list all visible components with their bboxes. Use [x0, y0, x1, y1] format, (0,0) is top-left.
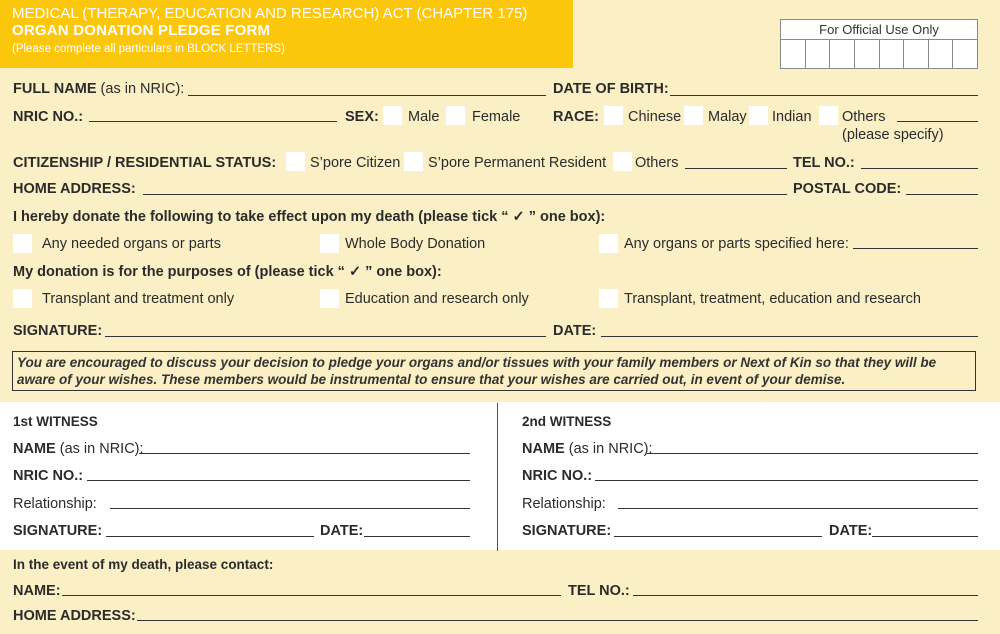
citizenship-others-label: Others — [635, 155, 679, 171]
tel-label: TEL NO.: — [793, 155, 855, 171]
first-witness-title: 1st WITNESS — [13, 414, 98, 429]
witness-divider — [497, 403, 498, 551]
contact-tel-field[interactable] — [633, 595, 978, 596]
purpose-education-checkbox[interactable] — [320, 289, 339, 308]
full-name-label: FULL NAME (as in NRIC): — [13, 81, 185, 97]
second-witness-relationship-field[interactable] — [618, 508, 978, 509]
sex-female-checkbox[interactable] — [446, 106, 465, 125]
second-witness-relationship-label: Relationship: — [522, 496, 606, 512]
race-others-note: (please specify) — [842, 127, 944, 143]
donation-any-organs-checkbox[interactable] — [13, 234, 32, 253]
dob-label: DATE OF BIRTH: — [553, 81, 669, 97]
pr-label: S’pore Permanent Resident — [428, 155, 607, 171]
second-witness-date-label: DATE: — [829, 523, 873, 539]
home-address-field[interactable] — [143, 194, 787, 195]
official-use-label: For Official Use Only — [781, 20, 977, 40]
contact-address-label: HOME ADDRESS: — [13, 608, 136, 624]
contact-title: In the event of my death, please contact: — [13, 557, 274, 572]
donation-any-organs-label: Any needed organs or parts — [42, 236, 221, 252]
citizenship-others-checkbox[interactable] — [613, 152, 632, 171]
sex-male-label: Male — [408, 109, 440, 125]
official-use-box — [780, 19, 978, 69]
second-witness-title: 2nd WITNESS — [522, 414, 612, 429]
tel-field[interactable] — [861, 168, 978, 169]
date-field[interactable] — [601, 336, 978, 337]
race-malay-checkbox[interactable] — [684, 106, 703, 125]
pr-checkbox[interactable] — [404, 152, 423, 171]
race-label: RACE: — [553, 109, 599, 125]
signature-field[interactable] — [105, 336, 546, 337]
first-witness-date-field[interactable] — [364, 536, 470, 537]
purpose-question: My donation is for the purposes of (please tick “ ✓ ” one box): — [13, 264, 442, 280]
second-witness-name-field[interactable] — [647, 453, 978, 454]
donation-specified-field[interactable] — [853, 248, 978, 249]
first-witness-relationship-field[interactable] — [110, 508, 470, 509]
second-witness-date-field[interactable] — [872, 536, 978, 537]
citizenship-label: CITIZENSHIP / RESIDENTIAL STATUS: — [13, 155, 277, 171]
first-witness-date-label: DATE: — [320, 523, 364, 539]
second-witness-name-label: NAME (as in NRIC): — [522, 441, 653, 457]
donation-specified-checkbox[interactable] — [599, 234, 618, 253]
first-witness-relationship-label: Relationship: — [13, 496, 97, 512]
sex-label: SEX: — [345, 109, 379, 125]
home-address-label: HOME ADDRESS: — [13, 181, 136, 197]
contact-name-field[interactable] — [62, 595, 561, 596]
first-witness-nric-label: NRIC NO.: — [13, 468, 84, 484]
race-chinese-checkbox[interactable] — [604, 106, 623, 125]
purpose-transplant-checkbox[interactable] — [13, 289, 32, 308]
dob-field[interactable] — [670, 95, 978, 96]
official-use-cells — [781, 40, 977, 68]
race-chinese-label: Chinese — [628, 109, 682, 125]
race-others-checkbox[interactable] — [819, 106, 838, 125]
postal-code-label: POSTAL CODE: — [793, 181, 902, 197]
sex-female-label: Female — [472, 109, 521, 125]
donation-question: I hereby donate the following to take effect upon my death (please tick “ ✓ ” one box): — [13, 209, 606, 225]
date-label: DATE: — [553, 323, 597, 339]
first-witness-nric-field[interactable] — [87, 480, 470, 481]
first-witness-name-field[interactable] — [139, 453, 470, 454]
form-subtitle: (Please complete all particulars in BLOCK LETTERS) — [12, 43, 285, 55]
first-witness-signature-field[interactable] — [106, 536, 314, 537]
race-others-label: Others — [842, 109, 886, 125]
purpose-all-checkbox[interactable] — [599, 289, 618, 308]
race-indian-checkbox[interactable] — [749, 106, 768, 125]
race-others-field[interactable] — [897, 121, 978, 122]
citizen-label: S’pore Citizen — [310, 155, 401, 171]
sex-male-checkbox[interactable] — [383, 106, 402, 125]
notice-box — [12, 351, 976, 391]
donation-whole-body-checkbox[interactable] — [320, 234, 339, 253]
citizen-checkbox[interactable] — [286, 152, 305, 171]
citizenship-others-field[interactable] — [685, 168, 787, 169]
nric-field[interactable] — [89, 121, 337, 122]
act-title: MEDICAL (THERAPY, EDUCATION AND RESEARCH) ACT (CHAPTER 175) — [12, 5, 528, 22]
first-witness-signature-label: SIGNATURE: — [13, 523, 103, 539]
second-witness-signature-label: SIGNATURE: — [522, 523, 612, 539]
purpose-transplant-label: Transplant and treatment only — [42, 291, 235, 307]
race-indian-label: Indian — [772, 109, 812, 125]
second-witness-nric-label: NRIC NO.: — [522, 468, 593, 484]
nric-label: NRIC NO.: — [13, 109, 84, 125]
second-witness-signature-field[interactable] — [614, 536, 822, 537]
full-name-field[interactable] — [188, 95, 546, 96]
postal-code-field[interactable] — [906, 194, 978, 195]
purpose-all-label: Transplant, treatment, education and research — [624, 291, 921, 307]
form-title: ORGAN DONATION PLEDGE FORM — [12, 22, 271, 39]
donation-whole-body-label: Whole Body Donation — [345, 236, 486, 252]
contact-address-field[interactable] — [137, 620, 978, 621]
purpose-education-label: Education and research only — [345, 291, 529, 307]
contact-tel-label: TEL NO.: — [568, 583, 630, 599]
first-witness-name-label: NAME (as in NRIC): — [13, 441, 144, 457]
signature-label: SIGNATURE: — [13, 323, 103, 339]
second-witness-nric-field[interactable] — [595, 480, 978, 481]
contact-name-label: NAME: — [13, 583, 61, 599]
race-malay-label: Malay — [708, 109, 747, 125]
donation-specified-label: Any organs or parts specified here: — [624, 236, 849, 252]
notice-text: You are encouraged to discuss your decision to pledge your organs and/or tissues with your family members or Next of Kin so that they will be aware of your wishes. These members would be instrumental to ensure that your wishes are carried out, in event of your demise. — [17, 355, 937, 387]
